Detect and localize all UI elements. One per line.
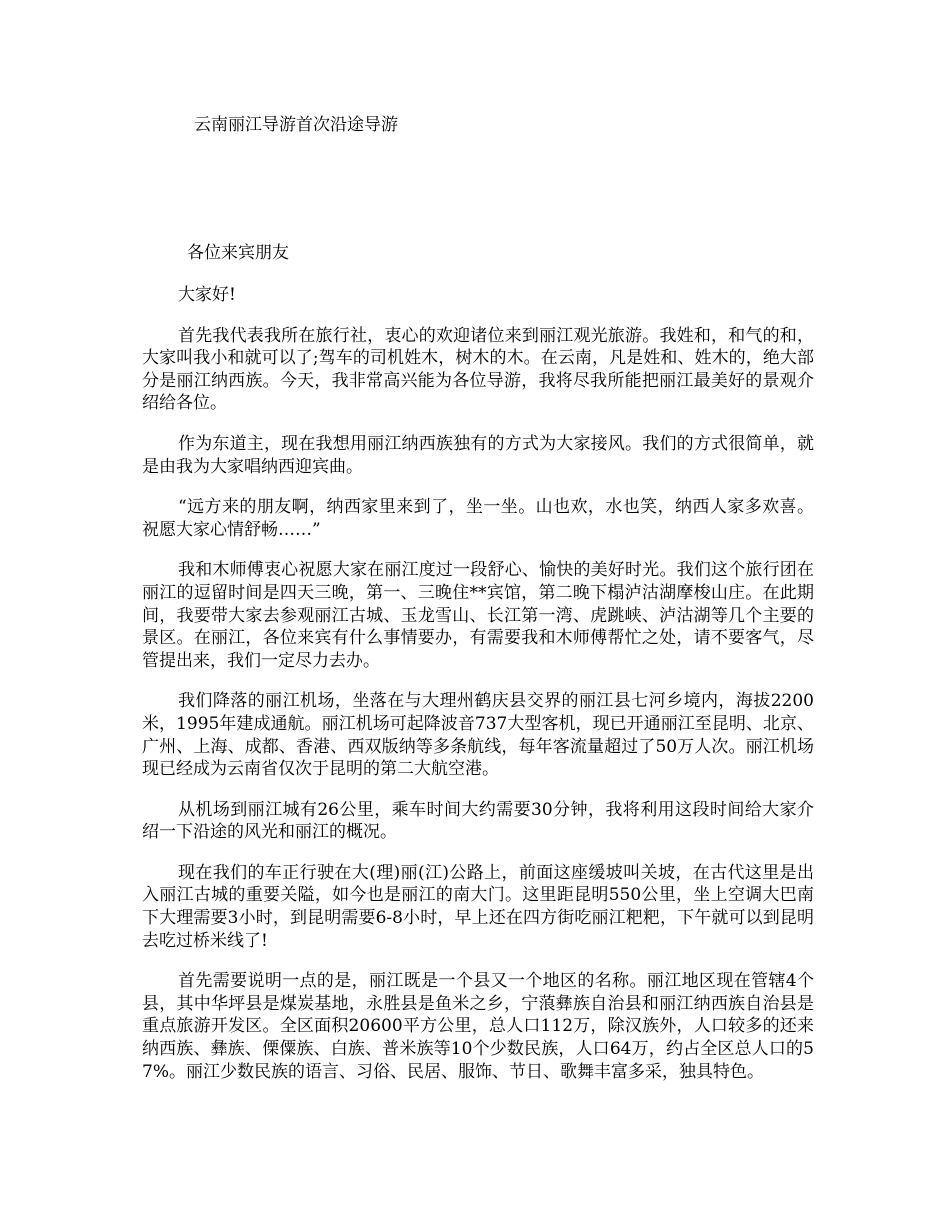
paragraph-host-welcome: 作为东道主，现在我想用丽江纳西族独有的方式为大家接风。我们的方式很简单，就是由我为大家唱纳西迎宾曲。 [142, 433, 814, 477]
paragraph-airport: 我们降落的丽江机场，坐落在与大理州鹤庆县交界的丽江县七河乡境内，海拔2200米，1995年建成通航。丽江机场可起降波音737大型客机，现已开通丽江至昆明、北京、广州、上海、成都、香港、西双版纳等多条航线，每年客流量超过了50万人次。丽江机场现已经成为云南省仅次于昆明的第二大航空港。 [142, 691, 814, 780]
paragraph-welcome-song: “远方来的朋友啊，纳西家里来到了，坐一坐。山也欢，水也笑，纳西人家多欢喜。祝愿大家心情舒畅……” [142, 497, 814, 540]
document-body [142, 284, 814, 1101]
paragraph-route: 现在我们的车正行驶在大(理)丽(江)公路上，前面这座缓坡叫关坡，在古代这里是出入丽江古城的重要关隘，如今也是丽江的南大门。这里距昆明550公里，坐上空调大巴南下大理需要3小时，到昆明需要6-8小时，早上还在四方街吃丽江粑粑，下午就可以到昆明去吃过桥米线了! [142, 862, 814, 951]
paragraph-greeting: 大家好! [178, 285, 236, 305]
salutation: 各位来宾朋友 [187, 243, 289, 263]
document-title: 云南丽江导游首次沿途导游 [194, 115, 398, 135]
paragraph-region-overview: 首先需要说明一点的是，丽江既是一个县又一个地区的名称。丽江地区现在管辖4个县，其中华坪县是煤炭基地，永胜县是鱼米之乡，宁蒗彝族自治县和丽江纳西族自治县是重点旅游开发区。全区面积20600平方公里，总人口112万，除汉族外，人口较多的还来纳西族、彝族、傈僳族、白族、普米族等10个少数民族，人口64万，约占全区总人口的57%。丽江少数民族的语言、习俗、民居、服饰、节日、歌舞丰富多采，独具特色。 [142, 971, 814, 1082]
paragraph-welcome: 首先我代表我所在旅行社，衷心的欢迎诸位来到丽江观光旅游。我姓和，和气的和，大家叫我小和就可以了;驾车的司机姓木，树木的木。在云南，凡是姓和、姓木的，绝大部分是丽江纳西族。今天，我非常高兴能为各位导游，我将尽我所能把丽江最美好的景观介绍给各位。 [142, 325, 814, 414]
paragraph-itinerary: 我和木师傅衷心祝愿大家在丽江度过一段舒心、愉快的美好时光。我们这个旅行团在丽江的逗留时间是四天三晚，第一、三晚住**宾馆，第二晚下榻泸沽湖摩梭山庄。在此期间，我要带大家去参观丽江古城、玉龙雪山、长江第一湾、虎跳峡、泸沽湖等几个主要的景区。在丽江，各位来宾有什么事情要办，有需要我和木师傅帮忙之处，请不要客气，尽管提出来，我们一定尽力去办。 [142, 560, 814, 671]
paragraph-transfer: 从机场到丽江城有26公里，乘车时间大约需要30分钟，我将利用这段时间给大家介绍一下沿途的风光和丽江的概况。 [142, 799, 814, 843]
